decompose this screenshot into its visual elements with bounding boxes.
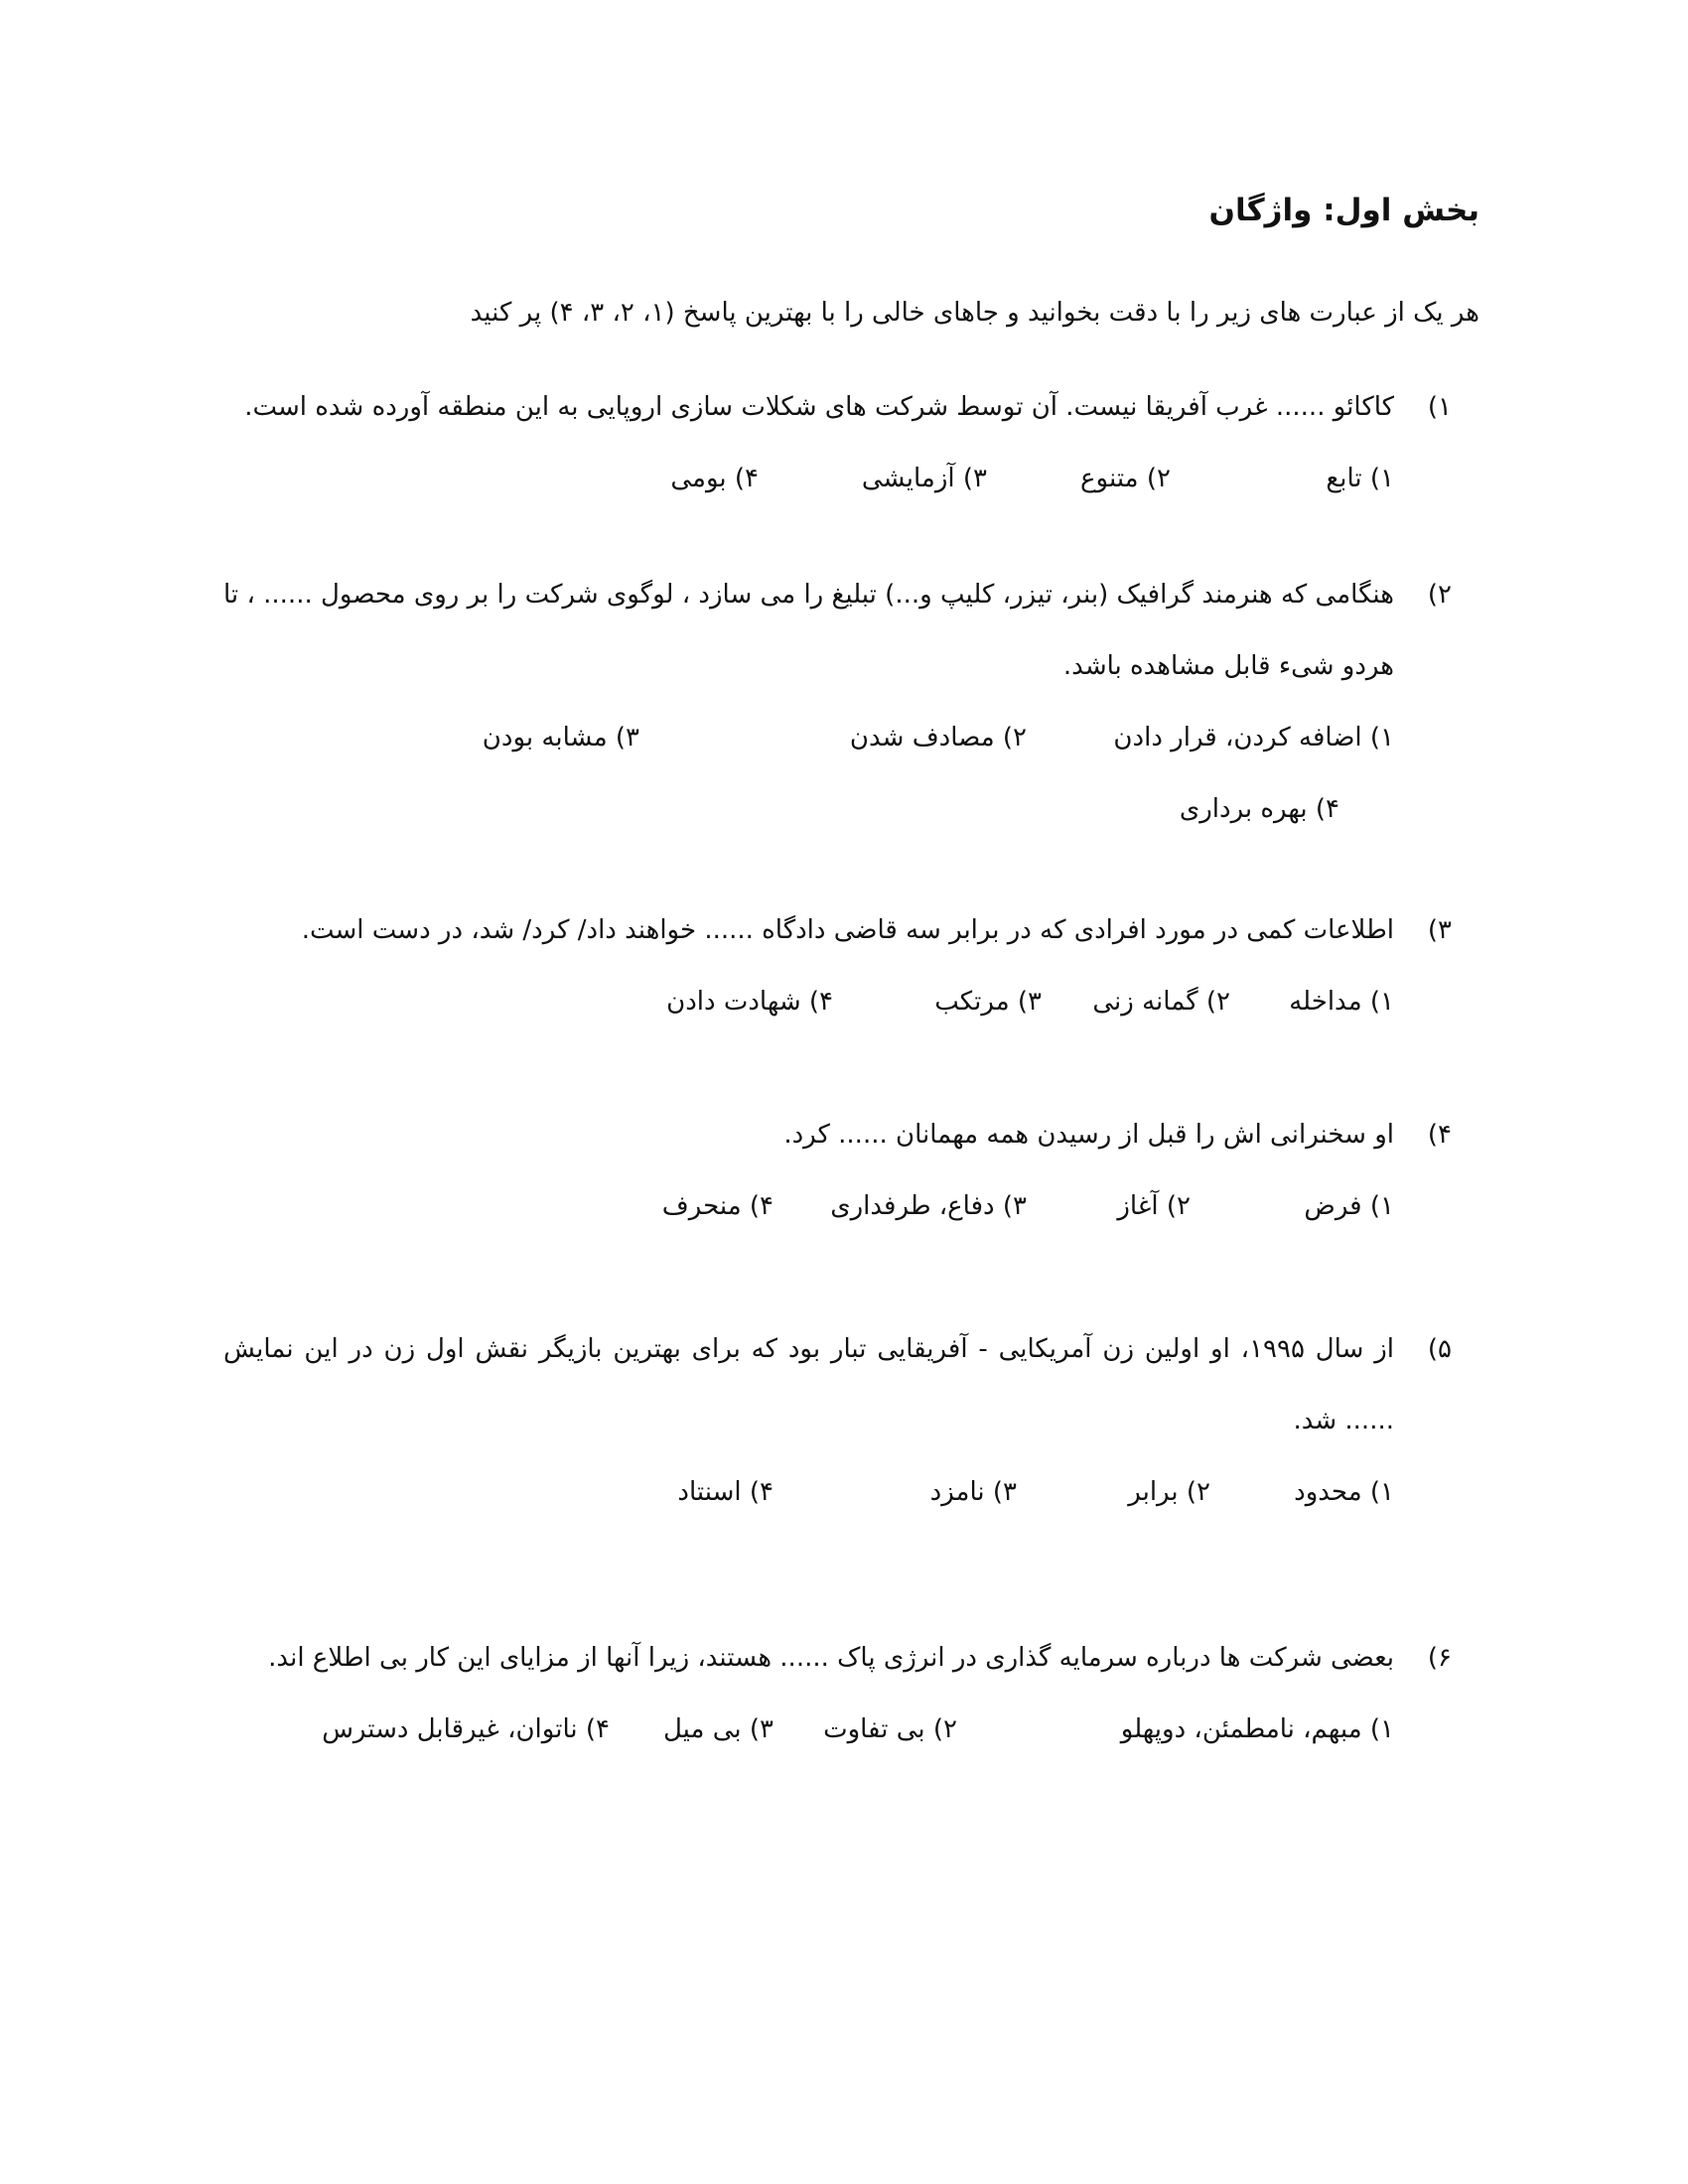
question-body bbox=[223, 1622, 1394, 1765]
question-2 bbox=[223, 559, 1452, 845]
options-row bbox=[223, 1456, 1394, 1528]
question-body bbox=[223, 1099, 1394, 1242]
option-2: ۲) برابر bbox=[1128, 1477, 1210, 1507]
option-1: ۱) فرض bbox=[1304, 1191, 1394, 1221]
question-number: ۱) bbox=[1427, 392, 1452, 422]
option-3: ۳) دفاع، طرفداری bbox=[830, 1191, 1027, 1221]
options-row bbox=[223, 966, 1394, 1037]
option-1: ۱) محدود bbox=[1294, 1477, 1394, 1507]
option-3: ۳) نامزد bbox=[929, 1477, 1017, 1507]
option-1: ۱) مداخله bbox=[1289, 987, 1394, 1017]
option-2: ۲) آغاز bbox=[1117, 1191, 1191, 1221]
question-text: از سال ۱۹۹۵، او اولین زن آمریکایی - آفریقایی تبار بود که برای بهترین بازیگر نقش اول زن در این نمایش ...... شد. bbox=[223, 1334, 1395, 1435]
question-body bbox=[223, 371, 1394, 514]
option-4: ۴) شهادت دادن bbox=[666, 987, 833, 1017]
question-5 bbox=[223, 1313, 1452, 1528]
question-number: ۲) bbox=[1427, 580, 1452, 610]
question-text: هنگامی که هنرمند گرافیک (بنر، تیزر، کلیپ و...) تبلیغ را می سازد ، لوگوی شرکت را بر روی محصول ...... ، تا هردو شیء قابل مشاهده باشد. bbox=[223, 580, 1394, 681]
question-number: ۴) bbox=[1427, 1120, 1452, 1150]
question-body bbox=[223, 559, 1394, 845]
options-row bbox=[223, 1170, 1394, 1242]
question-text: اطلاعات کمی در مورد افرادی که در برابر سه قاضی دادگاه ...... خواهند داد/ کرد/ شد، در دست است. bbox=[301, 915, 1394, 945]
question-text: بعضی شرکت ها درباره سرمایه گذاری در انرژی پاک ...... هستند، زیرا آنها از مزایای این کار بی اطلاع اند. bbox=[268, 1643, 1394, 1673]
option-2: ۲) متنوع bbox=[1080, 464, 1171, 493]
option-4: ۴) منحرف bbox=[661, 1191, 774, 1221]
option-1: ۱) تابع bbox=[1326, 464, 1394, 493]
question-3 bbox=[223, 894, 1452, 1037]
option-2: ۲) گمانه زنی bbox=[1092, 987, 1230, 1017]
question-body bbox=[223, 1313, 1394, 1528]
options-row bbox=[223, 443, 1394, 514]
option-2: ۲) بی تفاوت bbox=[823, 1714, 957, 1744]
question-1 bbox=[223, 371, 1452, 514]
question-4 bbox=[223, 1099, 1452, 1242]
option-3: ۳) مشابه بودن bbox=[482, 723, 639, 752]
options-row bbox=[223, 1694, 1394, 1765]
section-title: بخش اول: واژگان bbox=[1208, 193, 1479, 228]
option-4: ۴) ناتوان، غیرقابل دسترس bbox=[322, 1714, 610, 1744]
option-2: ۲) مصادف شدن bbox=[849, 723, 1027, 752]
question-list bbox=[223, 371, 1479, 1765]
option-3: ۳) مرتکب bbox=[934, 987, 1042, 1017]
options-row bbox=[223, 773, 1339, 845]
option-4: ۴) بومی bbox=[670, 464, 759, 493]
option-4: ۴) بهره برداری bbox=[1179, 794, 1339, 824]
question-number: ۵) bbox=[1427, 1334, 1452, 1364]
question-6 bbox=[223, 1622, 1452, 1765]
question-body bbox=[223, 894, 1394, 1037]
options-row bbox=[223, 702, 1394, 773]
option-1: ۱) اضافه کردن، قرار دادن bbox=[1113, 723, 1394, 752]
question-text: کاکائو ...... غرب آفریقا نیست. آن توسط شرکت های شکلات سازی اروپایی به این منطقه آورده شده است. bbox=[244, 392, 1394, 422]
option-3: ۳) آزمایشی bbox=[861, 464, 987, 493]
option-4: ۴) اسنتاد bbox=[677, 1477, 774, 1507]
instruction-text: هر یک از عبارت های زیر را با دقت بخوانید و جاهای خالی را با بهترین پاسخ (۱، ۲، ۳، ۴) پر کنید bbox=[470, 298, 1479, 328]
question-text: او سخنرانی اش را قبل از رسیدن همه مهمانان ...... کرد. bbox=[783, 1120, 1394, 1150]
option-1: ۱) مبهم، نامطمئن، دوپهلو bbox=[1120, 1714, 1394, 1744]
question-number: ۶) bbox=[1427, 1643, 1452, 1673]
option-3: ۳) بی میل bbox=[662, 1714, 774, 1744]
question-number: ۳) bbox=[1427, 915, 1452, 945]
